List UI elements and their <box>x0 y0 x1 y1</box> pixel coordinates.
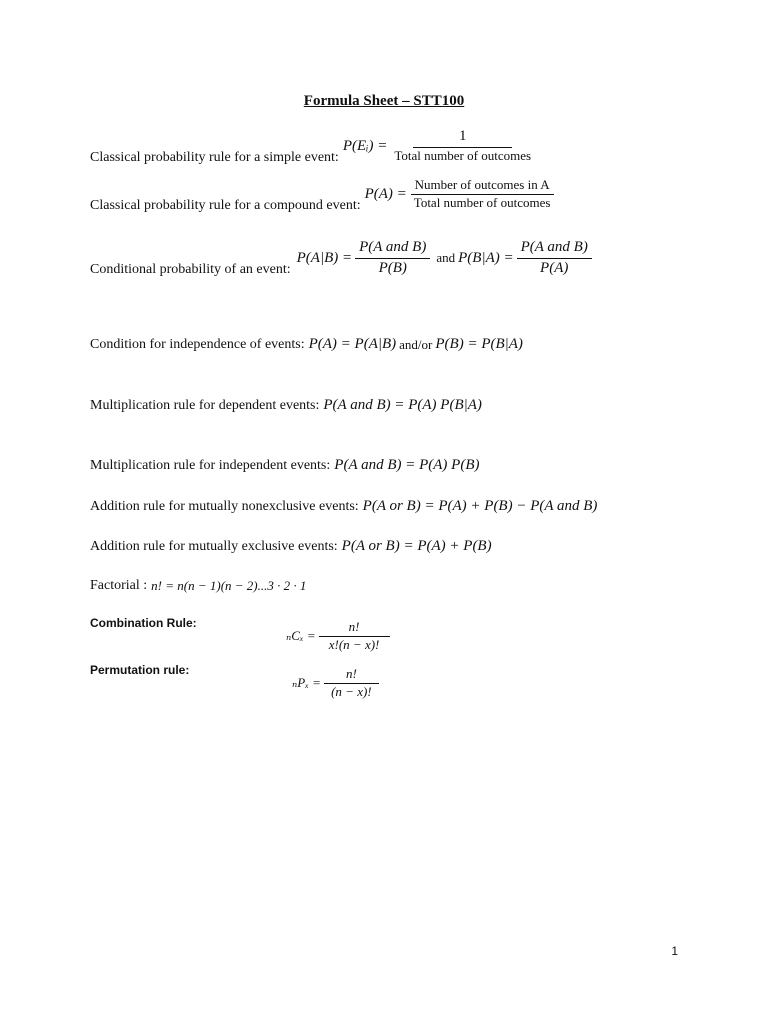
combination-formula <box>286 620 393 653</box>
formula-lhs: P(A|B) = <box>296 249 353 266</box>
formula-lhs: ₙCₓ = <box>286 628 316 644</box>
rule-label: Addition rule for mutually nonexclusive events: <box>90 498 359 514</box>
rule-factorial <box>90 578 306 594</box>
fraction <box>390 128 535 163</box>
rule-permutation <box>90 663 382 700</box>
fraction-numerator: n! <box>319 620 390 637</box>
formula-lhs: P(Eᵢ) = <box>342 137 388 154</box>
fraction-denominator: P(A) <box>540 259 569 276</box>
fraction <box>324 667 379 700</box>
rule-label: Condition for independence of events: <box>90 336 305 352</box>
mult-dependent-formula: P(A and B) = P(A) P(B|A) <box>323 397 482 413</box>
connector-word: and <box>436 250 456 265</box>
rule-independence <box>90 336 523 353</box>
rule-add-nonexclusive <box>90 498 597 515</box>
fraction <box>410 178 555 211</box>
fraction-numerator: Number of outcomes in A <box>411 178 554 195</box>
rule-simple-event <box>90 126 538 166</box>
rule-label: Factorial : <box>90 578 148 593</box>
rule-mult-independent <box>90 457 480 474</box>
fraction <box>517 239 592 277</box>
formula-part: P(A) = P(A|B) <box>308 336 397 352</box>
fraction-denominator: Total number of outcomes <box>413 194 551 210</box>
fraction-denominator: Total number of outcomes <box>394 147 532 163</box>
add-nonexclusive-formula: P(A or B) = P(A) + P(B) − P(A and B) <box>362 498 598 514</box>
conditional-formula <box>297 239 595 277</box>
rule-compound-event <box>90 174 557 214</box>
page-title: Formula Sheet – STT100 <box>303 93 465 109</box>
rule-mult-dependent <box>90 397 482 414</box>
fraction-numerator: P(A and B) <box>517 239 592 258</box>
rule-add-exclusive <box>90 538 492 555</box>
formula-lhs: P(B|A) = <box>458 249 514 266</box>
permutation-formula <box>292 667 382 700</box>
rule-label: Combination Rule: <box>90 616 197 630</box>
rule-conditional <box>90 238 595 278</box>
fraction <box>355 239 430 277</box>
add-exclusive-formula: P(A or B) = P(A) + P(B) <box>341 538 492 554</box>
factorial-formula: n! = n(n − 1)(n − 2)...3 · 2 · 1 <box>151 578 307 593</box>
page-number: 1 <box>671 944 678 958</box>
rule-label: Classical probability rule for a simple event: <box>90 150 339 165</box>
rule-label: Multiplication rule for dependent events: <box>90 397 320 413</box>
formula-lhs: P(A) = <box>364 185 407 202</box>
fraction-denominator: P(B) <box>378 259 407 276</box>
rule-label: Permutation rule: <box>90 663 190 677</box>
rule-label: Multiplication rule for independent events: <box>90 457 331 473</box>
independence-formula <box>309 336 523 353</box>
fraction-numerator: P(A and B) <box>355 239 430 258</box>
rule-label: Addition rule for mutually exclusive events: <box>90 538 338 554</box>
formula-part: P(B) = P(B|A) <box>435 336 523 352</box>
fraction-denominator: x!(n − x)! <box>328 636 380 652</box>
compound-event-formula <box>365 178 558 211</box>
formula-lhs: ₙPₓ = <box>292 675 321 691</box>
simple-event-formula <box>343 128 538 163</box>
fraction-numerator: n! <box>324 667 379 684</box>
connector-word: and/or <box>399 336 433 352</box>
fraction-numerator: 1 <box>413 128 513 147</box>
rule-label: Classical probability rule for a compound event: <box>90 198 361 213</box>
fraction <box>319 620 390 653</box>
rule-combination <box>90 616 393 653</box>
rule-label: Conditional probability of an event: <box>90 262 291 277</box>
mult-independent-formula: P(A and B) = P(A) P(B) <box>334 457 480 473</box>
fraction-denominator: (n − x)! <box>331 683 372 699</box>
